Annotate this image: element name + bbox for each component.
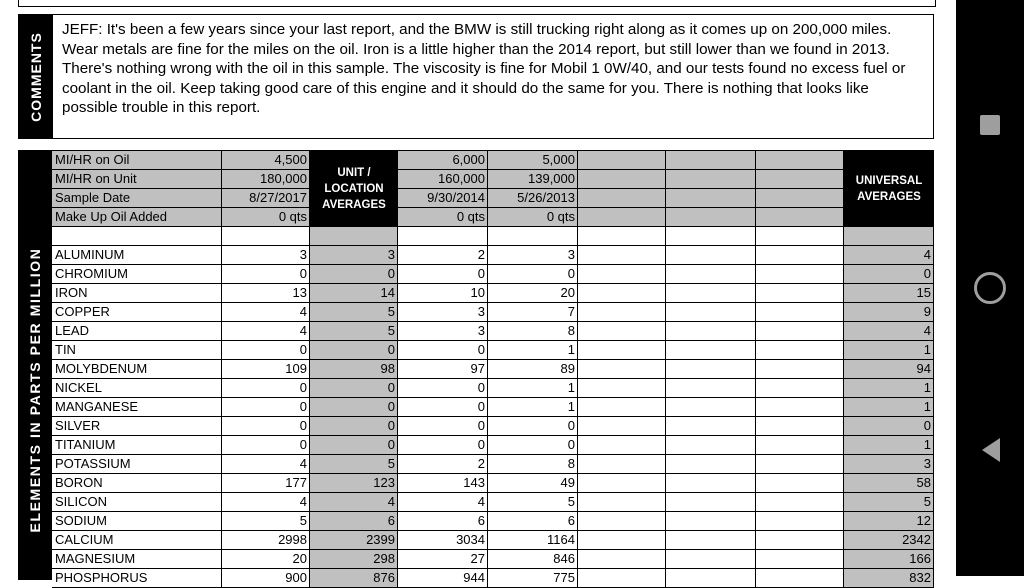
element-value-empty	[578, 246, 666, 265]
element-value: 5	[222, 512, 310, 531]
info-cell-empty	[578, 189, 666, 208]
element-value: 0	[398, 341, 488, 360]
info-cell-empty	[666, 151, 756, 170]
element-value-empty	[666, 246, 756, 265]
element-name: SODIUM	[52, 512, 222, 531]
element-value-empty	[578, 455, 666, 474]
element-value-empty	[666, 436, 756, 455]
element-value: 0	[398, 436, 488, 455]
element-value: 5	[488, 493, 578, 512]
element-value: 775	[488, 569, 578, 588]
element-value-empty	[578, 265, 666, 284]
element-name: COPPER	[52, 303, 222, 322]
element-name: TITANIUM	[52, 436, 222, 455]
info-cell-empty	[578, 170, 666, 189]
spacer-cell	[310, 227, 398, 246]
unit-average-value: 0	[310, 265, 398, 284]
element-value-empty	[578, 322, 666, 341]
universal-average-value: 5	[844, 493, 934, 512]
element-value-empty	[756, 360, 844, 379]
info-cell-empty	[756, 170, 844, 189]
element-name: BORON	[52, 474, 222, 493]
unit-average-value: 0	[310, 398, 398, 417]
elements-label-bar	[18, 150, 52, 580]
unit-average-value: 123	[310, 474, 398, 493]
element-name: NICKEL	[52, 379, 222, 398]
element-value-empty	[666, 265, 756, 284]
info-row-label: MI/HR on Unit	[52, 170, 222, 189]
universal-average-value: 4	[844, 246, 934, 265]
info-cell: 6,000	[398, 151, 488, 170]
element-value: 0	[398, 265, 488, 284]
element-value-empty	[578, 398, 666, 417]
element-value-empty	[666, 360, 756, 379]
comments-box	[18, 14, 934, 139]
element-name: PHOSPHORUS	[52, 569, 222, 588]
element-value-empty	[578, 436, 666, 455]
element-value: 0	[222, 436, 310, 455]
info-cell-empty	[578, 151, 666, 170]
unit-average-value: 3	[310, 246, 398, 265]
info-cell: 0 qts	[398, 208, 488, 227]
element-value-empty	[578, 284, 666, 303]
element-value: 8	[488, 455, 578, 474]
universal-average-value: 94	[844, 360, 934, 379]
info-cell: 5,000	[488, 151, 578, 170]
element-value: 4	[222, 493, 310, 512]
info-cell: 5/26/2013	[488, 189, 578, 208]
info-row-label: MI/HR on Oil	[52, 151, 222, 170]
element-value: 1	[488, 341, 578, 360]
element-value-empty	[578, 360, 666, 379]
element-value: 10	[398, 284, 488, 303]
unit-average-value: 0	[310, 436, 398, 455]
element-value-empty	[578, 569, 666, 588]
element-value: 109	[222, 360, 310, 379]
comments-label: COMMENTS	[28, 32, 44, 122]
element-value: 3	[488, 246, 578, 265]
element-value: 6	[488, 512, 578, 531]
element-value-empty	[578, 531, 666, 550]
element-name: SILICON	[52, 493, 222, 512]
element-value-empty	[666, 569, 756, 588]
element-value-empty	[756, 322, 844, 341]
spacer-cell	[222, 227, 310, 246]
element-value: 7	[488, 303, 578, 322]
info-cell: 8/27/2017	[222, 189, 310, 208]
element-value-empty	[666, 303, 756, 322]
universal-average-value: 1	[844, 398, 934, 417]
info-cell-empty	[756, 151, 844, 170]
element-value: 4	[222, 303, 310, 322]
universal-average-value: 58	[844, 474, 934, 493]
element-name: MAGNESIUM	[52, 550, 222, 569]
element-value: 6	[398, 512, 488, 531]
element-value-empty	[578, 303, 666, 322]
element-value-empty	[756, 398, 844, 417]
element-value-empty	[666, 417, 756, 436]
element-value: 49	[488, 474, 578, 493]
element-name: TIN	[52, 341, 222, 360]
info-cell: 4,500	[222, 151, 310, 170]
info-cell: 160,000	[398, 170, 488, 189]
element-name: SILVER	[52, 417, 222, 436]
header-line: UNIVERSAL	[855, 175, 923, 187]
element-value-empty	[756, 379, 844, 398]
element-value-empty	[756, 265, 844, 284]
element-value: 0	[222, 341, 310, 360]
element-value-empty	[666, 341, 756, 360]
info-cell-empty	[756, 189, 844, 208]
element-value-empty	[756, 474, 844, 493]
header-line: AVERAGES	[322, 199, 386, 211]
unit-average-value: 2399	[310, 531, 398, 550]
element-value: 900	[222, 569, 310, 588]
header-line: UNIT /	[337, 167, 371, 179]
element-value-empty	[666, 531, 756, 550]
element-value-empty	[666, 550, 756, 569]
element-name: POTASSIUM	[52, 455, 222, 474]
header-line: AVERAGES	[857, 191, 921, 203]
spacer-cell	[52, 227, 222, 246]
element-value: 3	[398, 322, 488, 341]
element-value-empty	[578, 341, 666, 360]
element-name: MOLYBDENUM	[52, 360, 222, 379]
element-value: 1	[488, 398, 578, 417]
element-value-empty	[666, 493, 756, 512]
element-value-empty	[578, 493, 666, 512]
spacer-cell	[488, 227, 578, 246]
element-name: IRON	[52, 284, 222, 303]
element-value-empty	[756, 455, 844, 474]
unit-average-value: 5	[310, 322, 398, 341]
element-value: 143	[398, 474, 488, 493]
element-value: 3	[398, 303, 488, 322]
universal-average-value: 15	[844, 284, 934, 303]
unit-average-value: 5	[310, 455, 398, 474]
universal-average-value: 0	[844, 265, 934, 284]
element-value: 0	[488, 436, 578, 455]
element-value-empty	[578, 417, 666, 436]
universal-average-value: 1	[844, 436, 934, 455]
comments-text: JEFF: It's been a few years since your last report, and the BMW is still trucking right along as it comes up on 200,000 miles. Wear metals are fine for the miles on the oil. Iron is a little higher than the 2014 report, but still lower than we found in 2013. There's nothing wrong with the oil in this sample. The viscosity is fine for Mobil 1 0W/40, and our tests found no excess fuel or coolant in the oil. Keep taking good care of this engine and it should do the same for you. There is nothing that looks like possible trouble in this report.	[62, 21, 906, 117]
element-value-empty	[666, 322, 756, 341]
element-value: 0	[488, 417, 578, 436]
triangle-back-icon[interactable]	[982, 438, 1000, 462]
universal-average-value: 3	[844, 455, 934, 474]
element-value-empty	[578, 512, 666, 531]
element-value-empty	[756, 417, 844, 436]
element-value: 177	[222, 474, 310, 493]
element-value-empty	[756, 493, 844, 512]
element-value-empty	[666, 284, 756, 303]
element-value-empty	[756, 284, 844, 303]
universal-average-value: 1	[844, 379, 934, 398]
unit-average-value: 6	[310, 512, 398, 531]
comments-label-bar	[19, 15, 53, 138]
element-value: 0	[222, 398, 310, 417]
element-value-empty	[756, 341, 844, 360]
circle-icon[interactable]	[974, 272, 1006, 304]
universal-average-value: 1	[844, 341, 934, 360]
element-value: 8	[488, 322, 578, 341]
element-value: 944	[398, 569, 488, 588]
element-value: 0	[398, 379, 488, 398]
info-cell: 9/30/2014	[398, 189, 488, 208]
universal-average-value: 832	[844, 569, 934, 588]
square-icon[interactable]	[980, 115, 1000, 135]
element-value: 89	[488, 360, 578, 379]
element-value: 1164	[488, 531, 578, 550]
element-value: 1	[488, 379, 578, 398]
unit-average-value: 5	[310, 303, 398, 322]
info-row-label: Sample Date	[52, 189, 222, 208]
info-cell: 180,000	[222, 170, 310, 189]
spacer-cell	[578, 227, 666, 246]
element-value-empty	[756, 512, 844, 531]
spacer-cell	[844, 227, 934, 246]
info-cell-empty	[756, 208, 844, 227]
element-value-empty	[756, 436, 844, 455]
universal-average-value: 9	[844, 303, 934, 322]
universal-header-text	[844, 173, 934, 205]
info-cell-empty	[666, 189, 756, 208]
info-cell-empty	[666, 208, 756, 227]
unit-average-value: 98	[310, 360, 398, 379]
info-row-label: Make Up Oil Added	[52, 208, 222, 227]
element-value-empty	[666, 379, 756, 398]
element-value: 3	[222, 246, 310, 265]
element-value-empty	[666, 512, 756, 531]
element-value: 2	[398, 246, 488, 265]
element-value-empty	[756, 246, 844, 265]
element-value-empty	[578, 550, 666, 569]
element-value: 4	[398, 493, 488, 512]
element-value: 2998	[222, 531, 310, 550]
element-value-empty	[578, 474, 666, 493]
element-value: 4	[222, 322, 310, 341]
info-cell: 0 qts	[222, 208, 310, 227]
unit-average-value: 0	[310, 341, 398, 360]
element-value: 0	[398, 398, 488, 417]
table-right-border	[933, 150, 934, 580]
unit-location-header-text	[310, 165, 398, 213]
spacer-cell	[666, 227, 756, 246]
element-name: CALCIUM	[52, 531, 222, 550]
element-value: 97	[398, 360, 488, 379]
unit-average-value: 0	[310, 379, 398, 398]
element-value-empty	[578, 379, 666, 398]
element-value-empty	[666, 455, 756, 474]
element-value-empty	[756, 303, 844, 322]
element-value: 27	[398, 550, 488, 569]
element-value: 846	[488, 550, 578, 569]
element-value: 20	[222, 550, 310, 569]
element-value: 2	[398, 455, 488, 474]
elements-side-label: ELEMENTS IN PARTS PER MILLION	[27, 247, 43, 533]
element-value-empty	[756, 550, 844, 569]
element-name: MANGANESE	[52, 398, 222, 417]
universal-average-value: 0	[844, 417, 934, 436]
element-value: 0	[222, 265, 310, 284]
element-value: 0	[222, 379, 310, 398]
element-name: CHROMIUM	[52, 265, 222, 284]
universal-average-value: 12	[844, 512, 934, 531]
universal-average-value: 166	[844, 550, 934, 569]
info-cell: 139,000	[488, 170, 578, 189]
element-value: 0	[398, 417, 488, 436]
unit-average-value: 0	[310, 417, 398, 436]
element-value: 13	[222, 284, 310, 303]
element-name: LEAD	[52, 322, 222, 341]
element-value-empty	[666, 474, 756, 493]
element-value: 0	[222, 417, 310, 436]
universal-average-value: 4	[844, 322, 934, 341]
previous-section-box	[18, 0, 936, 7]
element-value: 3034	[398, 531, 488, 550]
info-cell-empty	[578, 208, 666, 227]
element-value: 0	[488, 265, 578, 284]
element-name: ALUMINUM	[52, 246, 222, 265]
element-value: 4	[222, 455, 310, 474]
unit-average-value: 876	[310, 569, 398, 588]
unit-average-value: 14	[310, 284, 398, 303]
spacer-cell	[398, 227, 488, 246]
header-line: LOCATION	[324, 183, 384, 195]
unit-average-value: 4	[310, 493, 398, 512]
spacer-cell	[756, 227, 844, 246]
element-value-empty	[756, 531, 844, 550]
unit-average-value: 298	[310, 550, 398, 569]
universal-average-value: 2342	[844, 531, 934, 550]
element-value: 20	[488, 284, 578, 303]
element-value-empty	[756, 569, 844, 588]
info-cell-empty	[666, 170, 756, 189]
info-cell: 0 qts	[488, 208, 578, 227]
element-value-empty	[666, 398, 756, 417]
